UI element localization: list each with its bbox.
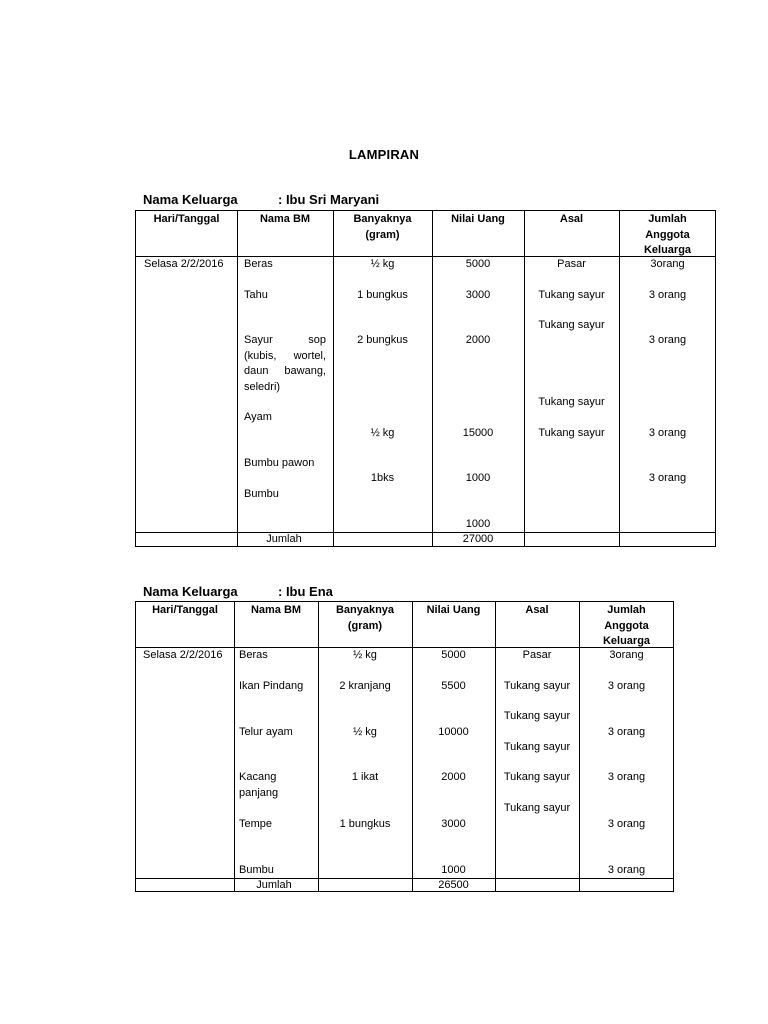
item-quantity: ½ kg xyxy=(370,258,395,270)
item-value: 5500 xyxy=(441,680,466,692)
family-label: Nama Keluarga xyxy=(143,192,238,207)
item-origin: Tukang sayur xyxy=(503,741,571,753)
header-nama-bm: Nama BM xyxy=(259,213,311,225)
item-value: 2000 xyxy=(465,334,491,346)
item-value: 1000 xyxy=(465,472,491,484)
item-members: 3 orang xyxy=(607,680,646,692)
item-value: 10000 xyxy=(438,726,469,738)
item-quantity: ½ kg xyxy=(353,726,377,738)
item-origin: Pasar xyxy=(522,649,552,661)
item-quantity: 2 kranjang xyxy=(339,680,391,692)
item-members: 3 orang xyxy=(648,289,687,301)
item-name: Bumbu xyxy=(244,488,279,500)
header-banyaknya: Banyaknya (gram) xyxy=(335,604,395,632)
item-members: 3 orang xyxy=(607,726,646,738)
item-name: Bumbu pawon xyxy=(244,457,315,469)
item-origin: Tukang sayur xyxy=(538,289,605,301)
item-quantity: 1 bungkus xyxy=(357,289,408,301)
item-members: 3 orang xyxy=(648,427,687,439)
item-quantity: 1bks xyxy=(370,472,395,484)
item-name: Ayam xyxy=(244,411,272,423)
item-quantity: ½ kg xyxy=(370,427,395,439)
header-hari-tanggal: Hari/Tanggal xyxy=(152,604,218,616)
header-nama-bm: Nama BM xyxy=(250,604,302,616)
item-name: Telur ayam xyxy=(239,726,293,738)
item-value: 1000 xyxy=(465,518,491,530)
item-value: 15000 xyxy=(462,427,494,439)
item-members: 3 orang xyxy=(607,864,646,876)
item-origin: Tukang sayur xyxy=(538,319,605,331)
item-quantity: ½ kg xyxy=(353,649,377,661)
item-quantity: 2 bungkus xyxy=(357,334,408,346)
consumption-table-1 xyxy=(135,210,716,547)
item-value: 5000 xyxy=(465,258,491,270)
item-name: Beras xyxy=(239,649,268,661)
item-origin: Tukang sayur xyxy=(503,680,571,692)
item-name: Tahu xyxy=(244,289,268,301)
item-origin: Tukang sayur xyxy=(538,396,605,408)
item-name: Beras xyxy=(244,258,273,270)
item-value: 5000 xyxy=(441,649,466,661)
item-origin: Tukang sayur xyxy=(503,802,571,814)
item-members: 3orang xyxy=(650,258,685,270)
total-label: Jumlah xyxy=(266,533,302,545)
item-origin: Pasar xyxy=(557,258,586,270)
family-value: : Ibu Ena xyxy=(278,584,333,599)
header-hari-tanggal: Hari/Tanggal xyxy=(153,213,220,225)
item-members: 3 orang xyxy=(648,472,687,484)
item-origin: Tukang sayur xyxy=(538,427,605,439)
item-members: 3 orang xyxy=(648,334,687,346)
item-members: 3 orang xyxy=(607,771,646,783)
header-nilai-uang: Nilai Uang xyxy=(426,604,481,616)
header-asal: Asal xyxy=(525,604,549,616)
family-value: : Ibu Sri Maryani xyxy=(278,192,380,207)
item-origin: Tukang sayur xyxy=(503,710,571,722)
item-members: 3orang xyxy=(609,649,644,661)
item-value: 3000 xyxy=(465,289,491,301)
total-value: 26500 xyxy=(438,879,469,891)
item-name-multiline: Kacang panjang xyxy=(239,771,279,799)
header-asal: Asal xyxy=(559,213,584,225)
item-name: Ikan Pindang xyxy=(239,680,304,692)
family-name-line-2 xyxy=(143,584,333,599)
item-value: 2000 xyxy=(441,771,466,783)
item-origin: Tukang sayur xyxy=(503,771,571,783)
item-members: 3 orang xyxy=(607,818,646,830)
header-jumlah-anggota: Jumlah Anggota Keluarga xyxy=(602,604,651,647)
item-name: Tempe xyxy=(239,818,273,830)
family-name-line-1 xyxy=(143,192,379,207)
consumption-table-2 xyxy=(135,601,674,892)
item-name: Bumbu xyxy=(239,864,274,876)
item-quantity: 1 bungkus xyxy=(339,818,391,830)
item-value: 1000 xyxy=(441,864,466,876)
total-label: Jumlah xyxy=(256,879,292,891)
item-quantity: 1 ikat xyxy=(351,771,379,783)
date-cell: Selasa 2/2/2016 xyxy=(144,258,224,270)
total-value: 27000 xyxy=(462,533,494,545)
header-banyaknya: Banyaknya (gram) xyxy=(353,213,412,241)
header-jumlah-anggota: Jumlah Anggota Keluarga xyxy=(643,213,692,256)
header-nilai-uang: Nilai Uang xyxy=(451,213,505,225)
date-cell: Selasa 2/2/2016 xyxy=(143,649,223,661)
item-name-multiline: Sayur sop (kubis, wortel, daun bawang, seledri) xyxy=(244,334,326,393)
family-label: Nama Keluarga xyxy=(143,584,238,599)
item-value: 3000 xyxy=(441,818,466,830)
page-title: LAMPIRAN xyxy=(348,147,420,162)
